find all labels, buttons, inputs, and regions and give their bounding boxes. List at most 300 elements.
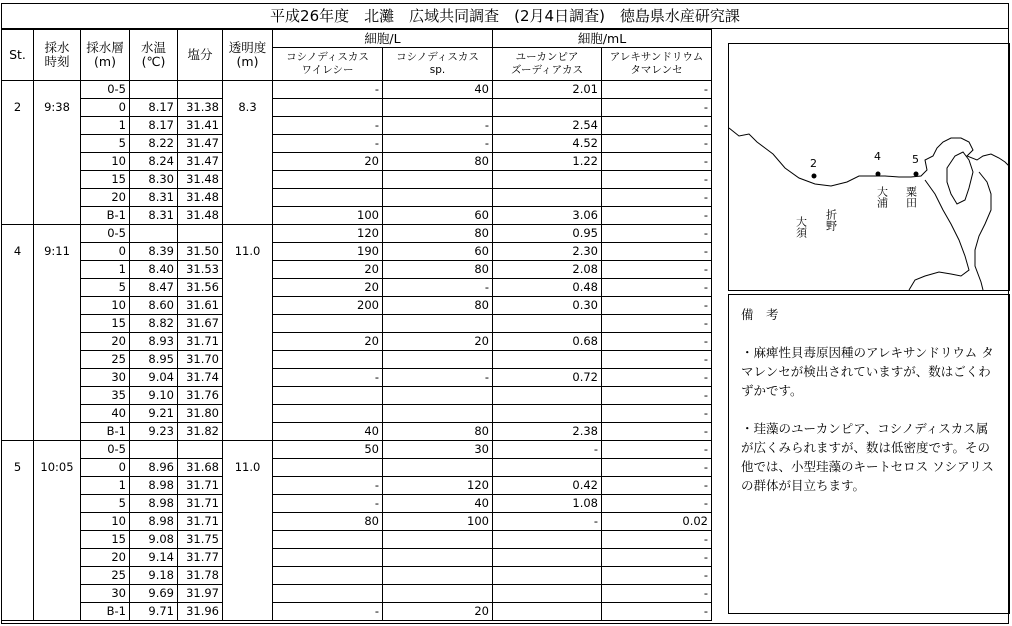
transparency-cell: [223, 495, 273, 513]
layer-cell: 20: [81, 549, 130, 567]
temp-cell: 8.60: [130, 297, 178, 315]
temp-cell: 8.17: [130, 117, 178, 135]
species-1-cell: -: [273, 117, 383, 135]
species-3-cell: [493, 459, 602, 477]
header-time: 採水 時刻: [34, 30, 81, 81]
species-1-cell: [273, 549, 383, 567]
transparency-cell: [223, 603, 273, 621]
temp-cell: 8.93: [130, 333, 178, 351]
time-cell: [34, 585, 81, 603]
species-3-cell: [493, 585, 602, 603]
transparency-cell: [223, 297, 273, 315]
bay-path: [909, 180, 969, 290]
species-2-cell: 20: [383, 333, 493, 351]
transparency-cell: [223, 585, 273, 603]
species-4-cell: -: [602, 153, 712, 171]
layer-cell: 40: [81, 405, 130, 423]
salinity-cell: 31.96: [178, 603, 223, 621]
header-species-4: アレキサンドリウム タマレンセ: [602, 48, 712, 81]
transparency-cell: [223, 333, 273, 351]
species-4-cell: -: [602, 477, 712, 495]
salinity-cell: 31.82: [178, 423, 223, 441]
place-label-awata: 粟田: [904, 186, 918, 208]
salinity-cell: 31.80: [178, 405, 223, 423]
species-1-cell: [273, 531, 383, 549]
species-3-cell: 2.08: [493, 261, 602, 279]
table-row: [2, 243, 712, 261]
salinity-cell: 31.50: [178, 243, 223, 261]
species-2-cell: [383, 549, 493, 567]
temp-cell: 8.31: [130, 207, 178, 225]
table-row: [2, 189, 712, 207]
salinity-cell: 31.47: [178, 153, 223, 171]
transparency-cell: [223, 531, 273, 549]
time-cell: [34, 405, 81, 423]
layer-cell: 1: [81, 261, 130, 279]
layer-cell: 15: [81, 531, 130, 549]
table-row: [2, 495, 712, 513]
table-row: [2, 477, 712, 495]
island-path: [947, 152, 973, 204]
species-3-cell: 3.06: [493, 207, 602, 225]
station-2-label: 2: [810, 157, 817, 170]
time-cell: [34, 567, 81, 585]
table-row: [2, 513, 712, 531]
transparency-cell: [223, 81, 273, 99]
species-1-cell: [273, 567, 383, 585]
layer-cell: 25: [81, 351, 130, 369]
table-row: [2, 603, 712, 621]
temp-cell: 8.98: [130, 477, 178, 495]
species-3-cell: [493, 549, 602, 567]
station-cell: [2, 315, 34, 333]
layer-cell: 1: [81, 477, 130, 495]
station-cell: [2, 477, 34, 495]
remarks-paragraph-2: ・珪藻のユーカンピア、コシノディスカス属が広くみられますが、数は低密度です。その他では、小型珪藻のキートセロス ソシアリスの群体が目立ちます。: [741, 421, 994, 493]
coastline-map: [729, 44, 1009, 290]
header-temp: 水温 (℃): [130, 30, 178, 81]
station-cell: [2, 171, 34, 189]
station-cell: [2, 153, 34, 171]
station-cell: [2, 81, 34, 99]
species-3-cell: [493, 315, 602, 333]
salinity-cell: 31.71: [178, 333, 223, 351]
station-4-marker: [876, 172, 881, 177]
species-1-cell: -: [273, 495, 383, 513]
layer-cell: 1: [81, 117, 130, 135]
table-row: [2, 171, 712, 189]
species-1-cell: [273, 585, 383, 603]
species-1-cell: -: [273, 603, 383, 621]
table-row: [2, 117, 712, 135]
transparency-cell: 8.3: [223, 99, 273, 117]
species-3-cell: [493, 99, 602, 117]
salinity-cell: 31.68: [178, 459, 223, 477]
species-4-cell: 0.02: [602, 513, 712, 531]
transparency-cell: [223, 153, 273, 171]
station-cell: [2, 225, 34, 243]
time-cell: [34, 549, 81, 567]
species-4-cell: -: [602, 315, 712, 333]
transparency-cell: [223, 171, 273, 189]
transparency-cell: [223, 135, 273, 153]
salinity-cell: 31.78: [178, 567, 223, 585]
species-4-cell: -: [602, 225, 712, 243]
species-4-cell: -: [602, 297, 712, 315]
table-row: [2, 405, 712, 423]
time-cell: [34, 171, 81, 189]
time-cell: [34, 153, 81, 171]
table-body: [2, 81, 712, 621]
salinity-cell: 31.71: [178, 495, 223, 513]
station-4-label: 4: [874, 150, 881, 163]
table-row: [2, 261, 712, 279]
species-3-cell: [493, 171, 602, 189]
species-3-cell: 0.95: [493, 225, 602, 243]
species-1-cell: 20: [273, 261, 383, 279]
table-row: [2, 531, 712, 549]
species-3-cell: 2.01: [493, 81, 602, 99]
table-row: [2, 99, 712, 117]
layer-cell: 20: [81, 189, 130, 207]
species-4-cell: -: [602, 117, 712, 135]
table-row: [2, 315, 712, 333]
species-2-cell: 30: [383, 441, 493, 459]
species-4-cell: -: [602, 459, 712, 477]
salinity-cell: 31.48: [178, 171, 223, 189]
table-row: [2, 459, 712, 477]
table-row: [2, 153, 712, 171]
species-1-cell: -: [273, 135, 383, 153]
station-cell: [2, 189, 34, 207]
species-1-cell: 100: [273, 207, 383, 225]
temp-cell: 8.96: [130, 459, 178, 477]
species-2-cell: 80: [383, 225, 493, 243]
station-cell: [2, 423, 34, 441]
species-1-cell: -: [273, 477, 383, 495]
salinity-cell: 31.71: [178, 477, 223, 495]
layer-cell: 20: [81, 333, 130, 351]
transparency-cell: [223, 513, 273, 531]
species-1-cell: [273, 405, 383, 423]
transparency-cell: [223, 351, 273, 369]
species-1-cell: [273, 99, 383, 117]
species-2-cell: [383, 459, 493, 477]
station-cell: [2, 279, 34, 297]
time-cell: [34, 81, 81, 99]
station-2-marker: [812, 174, 817, 179]
species-3-cell: [493, 189, 602, 207]
time-cell: [34, 603, 81, 621]
salinity-cell: [178, 81, 223, 99]
station-cell: 4: [2, 243, 34, 261]
species-3-cell: [493, 567, 602, 585]
temp-cell: 9.71: [130, 603, 178, 621]
time-cell: 9:11: [34, 243, 81, 261]
station-cell: [2, 513, 34, 531]
species-4-cell: -: [602, 81, 712, 99]
species-3-cell: 2.38: [493, 423, 602, 441]
species-2-cell: -: [383, 117, 493, 135]
species-2-cell: 20: [383, 603, 493, 621]
table-row: [2, 297, 712, 315]
species-1-cell: 80: [273, 513, 383, 531]
station-cell: [2, 207, 34, 225]
header-unit-per-liter: 細胞/L: [273, 30, 493, 48]
salinity-cell: 31.53: [178, 261, 223, 279]
table-row: [2, 585, 712, 603]
species-1-cell: 40: [273, 423, 383, 441]
species-1-cell: [273, 315, 383, 333]
time-cell: [34, 387, 81, 405]
layer-cell: 0-5: [81, 225, 130, 243]
time-cell: 9:38: [34, 99, 81, 117]
species-2-cell: [383, 531, 493, 549]
species-4-cell: -: [602, 369, 712, 387]
station-cell: [2, 531, 34, 549]
species-4-cell: -: [602, 531, 712, 549]
species-1-cell: -: [273, 81, 383, 99]
layer-cell: B-1: [81, 603, 130, 621]
layer-cell: 10: [81, 153, 130, 171]
species-2-cell: 80: [383, 153, 493, 171]
species-1-cell: 20: [273, 333, 383, 351]
time-cell: [34, 261, 81, 279]
time-cell: [34, 369, 81, 387]
time-cell: [34, 297, 81, 315]
layer-cell: 5: [81, 135, 130, 153]
layer-cell: 10: [81, 513, 130, 531]
transparency-cell: [223, 279, 273, 297]
species-4-cell: -: [602, 387, 712, 405]
layer-cell: 30: [81, 585, 130, 603]
species-2-cell: 120: [383, 477, 493, 495]
species-3-cell: 0.68: [493, 333, 602, 351]
time-cell: [34, 189, 81, 207]
station-cell: [2, 369, 34, 387]
time-cell: [34, 135, 81, 153]
station-cell: [2, 585, 34, 603]
species-4-cell: -: [602, 189, 712, 207]
place-label-orino: 折野: [824, 209, 838, 231]
header-salinity: 塩分: [178, 30, 223, 81]
header-layer: 採水層 (m): [81, 30, 130, 81]
table-row: [2, 279, 712, 297]
temp-cell: 8.30: [130, 171, 178, 189]
table-row: [2, 567, 712, 585]
layer-cell: B-1: [81, 423, 130, 441]
temp-cell: 8.17: [130, 99, 178, 117]
salinity-cell: [178, 225, 223, 243]
transparency-cell: 11.0: [223, 243, 273, 261]
species-2-cell: 80: [383, 423, 493, 441]
temp-cell: 8.82: [130, 315, 178, 333]
species-2-cell: -: [383, 279, 493, 297]
species-2-cell: [383, 99, 493, 117]
station-cell: [2, 603, 34, 621]
transparency-cell: [223, 549, 273, 567]
species-2-cell: 60: [383, 243, 493, 261]
time-cell: [34, 531, 81, 549]
species-2-cell: 40: [383, 81, 493, 99]
species-4-cell: -: [602, 279, 712, 297]
table-row: [2, 225, 712, 243]
salinity-cell: 31.97: [178, 585, 223, 603]
temp-cell: 8.98: [130, 513, 178, 531]
temp-cell: [130, 441, 178, 459]
time-cell: [34, 117, 81, 135]
species-4-cell: -: [602, 567, 712, 585]
layer-cell: 30: [81, 369, 130, 387]
species-2-cell: [383, 585, 493, 603]
header-transparency: 透明度 (m): [223, 30, 273, 81]
species-3-cell: [493, 603, 602, 621]
time-cell: [34, 495, 81, 513]
species-4-cell: -: [602, 351, 712, 369]
salinity-cell: 31.74: [178, 369, 223, 387]
station-cell: 2: [2, 99, 34, 117]
time-cell: [34, 477, 81, 495]
species-2-cell: 100: [383, 513, 493, 531]
report-title: 平成26年度 北灘 広域共同調査 (2月4日調査) 徳島県水産研究課: [2, 4, 1008, 29]
table-row: [2, 351, 712, 369]
salinity-cell: 31.48: [178, 207, 223, 225]
species-4-cell: -: [602, 549, 712, 567]
remarks-panel: [728, 294, 1010, 614]
header-species-3: ユーカンピア ズーディアカス: [493, 48, 602, 81]
species-2-cell: [383, 315, 493, 333]
header-st: St.: [2, 30, 34, 81]
station-cell: [2, 405, 34, 423]
place-label-oura: 大浦: [875, 186, 889, 208]
species-3-cell: [493, 351, 602, 369]
temp-cell: 9.08: [130, 531, 178, 549]
layer-cell: 10: [81, 297, 130, 315]
transparency-cell: [223, 423, 273, 441]
species-1-cell: [273, 459, 383, 477]
species-3-cell: [493, 405, 602, 423]
time-cell: [34, 207, 81, 225]
species-4-cell: -: [602, 261, 712, 279]
species-3-cell: 0.72: [493, 369, 602, 387]
time-cell: 10:05: [34, 459, 81, 477]
species-4-cell: -: [602, 243, 712, 261]
transparency-cell: [223, 369, 273, 387]
species-4-cell: -: [602, 603, 712, 621]
species-1-cell: [273, 189, 383, 207]
salinity-cell: 31.71: [178, 513, 223, 531]
species-3-cell: [493, 387, 602, 405]
species-4-cell: -: [602, 135, 712, 153]
layer-cell: 15: [81, 315, 130, 333]
species-4-cell: -: [602, 495, 712, 513]
station-cell: [2, 549, 34, 567]
species-1-cell: -: [273, 369, 383, 387]
species-2-cell: 40: [383, 495, 493, 513]
transparency-cell: 11.0: [223, 459, 273, 477]
species-2-cell: [383, 567, 493, 585]
salinity-cell: 31.67: [178, 315, 223, 333]
station-cell: [2, 441, 34, 459]
temp-cell: 9.21: [130, 405, 178, 423]
species-3-cell: 2.54: [493, 117, 602, 135]
layer-cell: 0-5: [81, 81, 130, 99]
transparency-cell: [223, 567, 273, 585]
species-2-cell: [383, 189, 493, 207]
salinity-cell: 31.61: [178, 297, 223, 315]
species-1-cell: 20: [273, 279, 383, 297]
temp-cell: 8.98: [130, 495, 178, 513]
survey-table: [1, 29, 712, 621]
temp-cell: 9.69: [130, 585, 178, 603]
layer-cell: 0: [81, 243, 130, 261]
layer-cell: 5: [81, 495, 130, 513]
time-cell: [34, 513, 81, 531]
transparency-cell: [223, 225, 273, 243]
transparency-cell: [223, 261, 273, 279]
transparency-cell: [223, 117, 273, 135]
temp-cell: 9.23: [130, 423, 178, 441]
layer-cell: 0: [81, 459, 130, 477]
table-row: [2, 423, 712, 441]
time-cell: [34, 423, 81, 441]
species-1-cell: [273, 387, 383, 405]
layer-cell: 0-5: [81, 441, 130, 459]
table-row: [2, 333, 712, 351]
transparency-cell: [223, 189, 273, 207]
table-row: [2, 369, 712, 387]
transparency-cell: [223, 387, 273, 405]
species-2-cell: 80: [383, 261, 493, 279]
temp-cell: 9.14: [130, 549, 178, 567]
species-4-cell: -: [602, 99, 712, 117]
species-2-cell: [383, 387, 493, 405]
station-cell: [2, 495, 34, 513]
transparency-cell: [223, 207, 273, 225]
salinity-cell: 31.70: [178, 351, 223, 369]
species-3-cell: -: [493, 441, 602, 459]
remarks-heading: 備 考: [741, 307, 779, 322]
layer-cell: 15: [81, 171, 130, 189]
species-2-cell: [383, 405, 493, 423]
station-cell: [2, 297, 34, 315]
time-cell: [34, 315, 81, 333]
station-cell: [2, 135, 34, 153]
table-row: [2, 441, 712, 459]
temp-cell: 8.47: [130, 279, 178, 297]
transparency-cell: [223, 441, 273, 459]
species-1-cell: 50: [273, 441, 383, 459]
salinity-cell: [178, 441, 223, 459]
station-map: [728, 43, 1010, 291]
species-4-cell: -: [602, 207, 712, 225]
species-2-cell: 60: [383, 207, 493, 225]
temp-cell: 9.18: [130, 567, 178, 585]
species-2-cell: -: [383, 369, 493, 387]
station-cell: [2, 387, 34, 405]
species-2-cell: -: [383, 135, 493, 153]
time-cell: [34, 441, 81, 459]
place-label-osu: 大須: [794, 216, 808, 238]
station-5-marker: [914, 172, 919, 177]
species-1-cell: 190: [273, 243, 383, 261]
layer-cell: 5: [81, 279, 130, 297]
temp-cell: [130, 225, 178, 243]
temp-cell: 9.04: [130, 369, 178, 387]
species-1-cell: 20: [273, 153, 383, 171]
species-4-cell: -: [602, 423, 712, 441]
remarks-paragraph-1: ・麻痺性貝毒原因種のアレキサンドリウム タマレンセが検出されていますが、数はごくわずかです。: [741, 345, 994, 398]
